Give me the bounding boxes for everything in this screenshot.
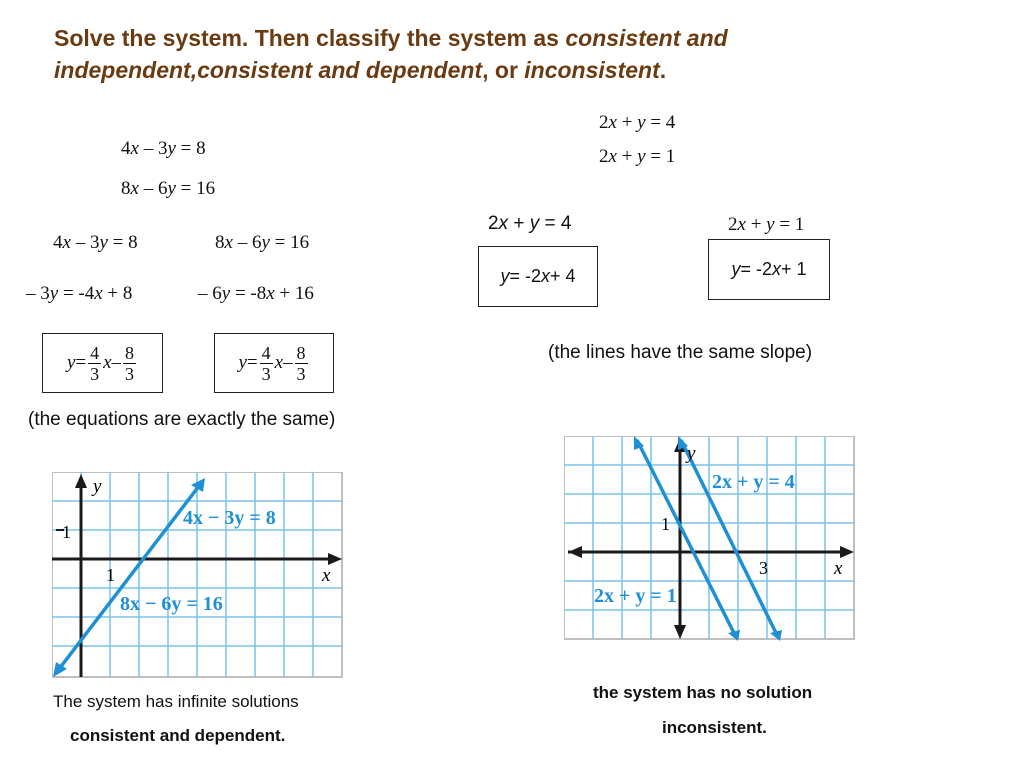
x-axis-label: x [322,565,331,586]
title-period: . [659,57,667,83]
y-tick-label: 1 [661,514,670,534]
title-category-3: inconsistent [524,57,660,83]
y-axis-label: y [93,476,102,497]
line-label-2: 8x − 6y = 16 [120,593,223,615]
right-system-eq1: 2x + y = 4 [599,112,676,133]
right-system-eq2: 2x + y = 1 [599,146,676,167]
right-col1-boxed-answer: y = -2 x + 4 [478,246,598,307]
left-graph [52,472,344,680]
line-label-1: 4x − 3y = 8 [183,507,276,529]
fraction: $\frac{8}{3}$ [125,342,135,384]
left-col2-line1: 8x – 6y = 16 [215,232,310,253]
right-conclusion-2: inconsistent. [662,718,767,737]
x-tick-label: 3 [759,558,768,578]
line-label-2: 2x + y = 1 [594,585,677,607]
fraction: $\frac{4}{3}$ [90,342,100,384]
right-col2-line1: 2x + y = 1 [728,214,805,235]
left-col1-boxed-answer: y = $\frac{4}{3}$ x – $\frac{8}{3}$ [42,333,163,393]
left-conclusion-2: consistent and dependent. [70,726,286,745]
right-col2-boxed-answer: y = -2 x + 1 [708,239,830,300]
title-category-2: consistent and dependent [197,57,483,83]
left-note: (the equations are exactly the same) [28,409,336,430]
right-graph [564,436,856,642]
title-connector: , or [482,57,525,83]
left-col2-boxed-answer: y = $\frac{4}{3}$ x – $\frac{8}{3}$ [214,333,334,393]
right-col1-line1: 2x + y = 4 [488,213,572,234]
line-label-1: 2x + y = 4 [712,471,795,493]
left-system-eq1: 4x – 3y = 8 [121,138,206,159]
left-conclusion-1: The system has infinite solutions [53,692,299,711]
title-text: Solve the system. Then classify the system as [54,25,566,51]
fraction: $\frac{4}{3}$ [261,342,271,384]
title-category-1: consistent and independent, [54,25,728,83]
x-tick-label: 1 [106,565,115,585]
y-tick-label: 1 [62,522,71,542]
right-note: (the lines have the same slope) [548,342,813,363]
left-col1-line2: – 3y = -4x + 8 [26,283,133,304]
left-system-eq2: 8x – 6y = 16 [121,178,216,199]
right-conclusion-1: the system has no solution [593,683,813,702]
y-axis-label: y [687,443,696,464]
x-axis-label: x [834,558,843,579]
problem-title [54,22,854,86]
fraction: $\frac{8}{3}$ [296,342,306,384]
left-col1-line1: 4x – 3y = 8 [53,232,138,253]
left-col2-line2: – 6y = -8x + 16 [198,283,314,304]
